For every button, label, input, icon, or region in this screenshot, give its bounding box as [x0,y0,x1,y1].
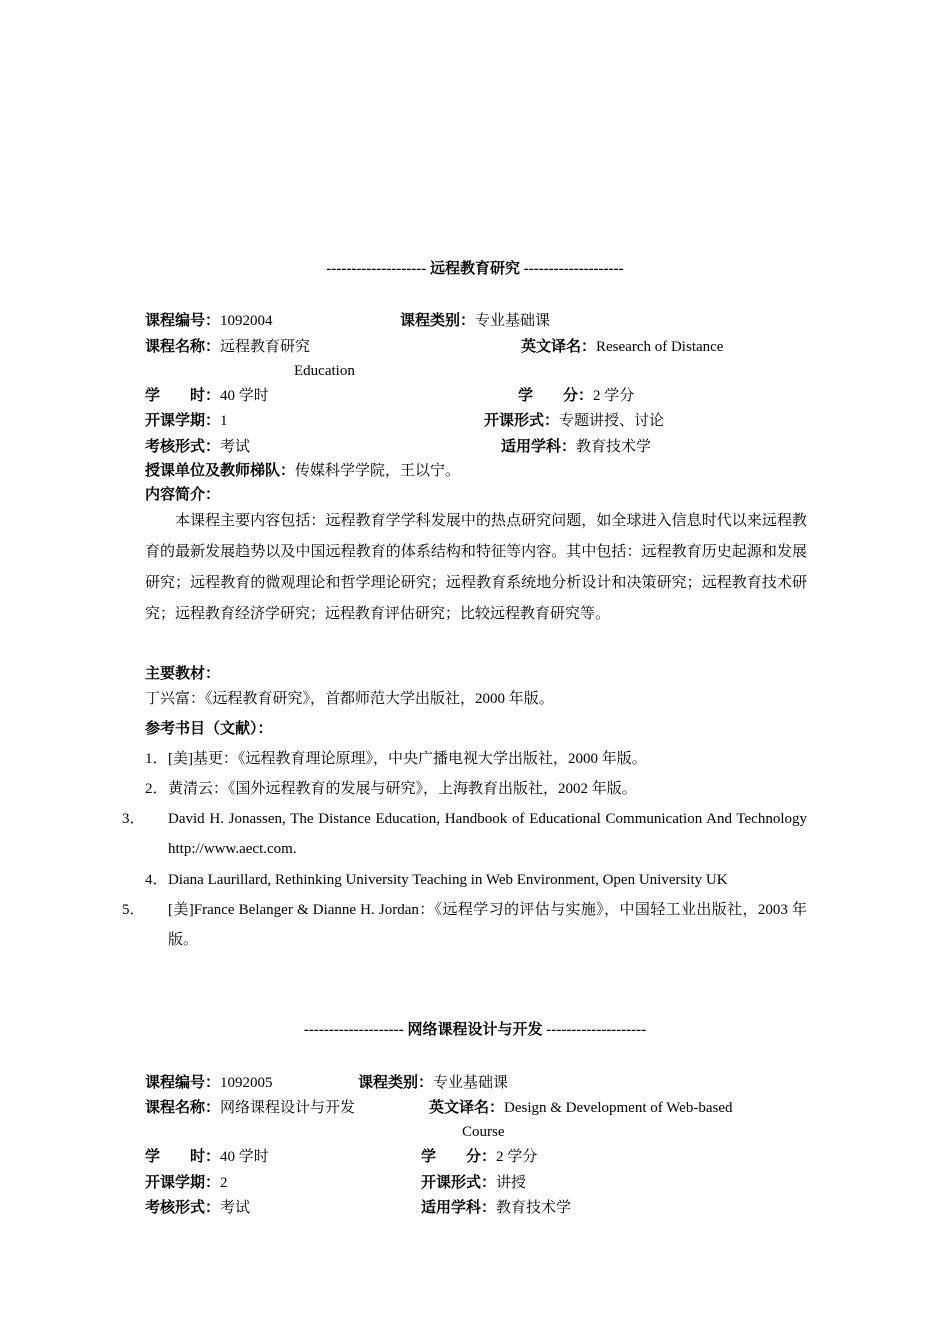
reference-number: 1． [145,751,168,767]
course2-term [145,1173,228,1193]
type-value: 专业基础课 [475,313,551,329]
course1-refs-label: 参考书目（文献）： [145,721,273,737]
reference-text: [美]France Belanger & Dianne H. Jordan：《远程学习的评估与实施》，中国轻工业出版社，2003 年版。 [168,902,807,948]
subject-value: 教育技术学 [576,439,652,455]
reference-item [145,774,807,804]
type-label: 课程类别： [400,313,476,329]
course1-hours [145,386,269,406]
exam-value: 考试 [220,439,251,455]
reference-item [122,895,807,955]
reference-item [145,865,807,895]
course1-textbook-label: 主要教材： [145,666,221,682]
code-value: 1092004 [220,313,273,329]
course1-term [145,411,228,431]
form-value: 讲授 [496,1175,527,1191]
form-label: 开课形式： [484,413,560,429]
form-label: 开课形式： [421,1175,497,1191]
course1-exam [145,437,250,457]
credit-label: 学 分： [518,388,594,404]
course1-name [145,337,310,357]
course1-code [145,311,273,331]
en-label: 英文译名： [429,1100,505,1116]
term-value: 2 [220,1175,228,1191]
course2-subject [421,1198,571,1218]
course1-title: -------------------- 远程教育研究 -------------------- [326,261,624,277]
reference-number: 3． [122,811,145,827]
subject-value: 教育技术学 [496,1200,572,1216]
course2-hours [145,1147,269,1167]
type-value: 专业基础课 [433,1075,509,1091]
unit-label: 授课单位及教师梯队： [145,463,296,479]
reference-text: [美]基更：《远程教育理论原理》，中央广播电视大学出版社，2000 年版。 [168,751,647,767]
code-label: 课程编号： [145,313,221,329]
unit-value: 传媒科学学院，王以宁。 [295,463,461,479]
course2-title: -------------------- 网络课程设计与开发 -------------------- [303,1022,647,1038]
en-value: Research of Distance [596,339,724,355]
subject-label: 适用学科： [421,1200,497,1216]
reference-item [145,744,807,774]
course2-name [145,1098,355,1118]
course1-textbook-value: 丁兴富：《远程教育研究》，首都师范大学出版社，2000 年版。 [145,691,554,707]
name-value: 网络课程设计与开发 [220,1100,356,1116]
term-label: 开课学期： [145,413,221,429]
course1-form [484,411,664,431]
form-value: 专题讲授、讨论 [559,413,665,429]
en-value: Design & Development of Web-based [504,1100,733,1116]
course2-type [358,1073,508,1093]
exam-label: 考核形式： [145,1200,221,1216]
course1-intro-text: 本课程主要内容包括：远程教育学学科发展中的热点研究问题，如全球进入信息时代以来远程教育的最新发展趋势以及中国远程教育的体系结构和特征等内容。其中包括：远程教育历史起源和发展研究；远程教育的微观理论和哲学理论研究；远程教育系统地分析设计和决策研究；远程教育技术研究；远程教育经济学研究；远程教育评估研究；比较远程教育研究等。 [145,513,807,622]
course1-en-cont: Education [294,363,355,379]
course1-credit [518,386,634,406]
hours-value: 40 学时 [220,388,269,404]
en-label: 英文译名： [521,339,597,355]
term-value: 1 [220,413,228,429]
name-value: 远程教育研究 [220,339,311,355]
reference-number: 2． [145,781,168,797]
course2-exam [145,1198,250,1218]
credit-value: 2 学分 [593,388,635,404]
course2-code [145,1073,273,1093]
hours-label: 学 时： [145,388,221,404]
name-label: 课程名称： [145,1100,221,1116]
subject-label: 适用学科： [501,439,577,455]
course2-en [429,1098,732,1118]
reference-text: Diana Laurillard, Rethinking University Teaching in Web Environment, Open University UK [168,872,728,888]
course1-subject [501,437,651,457]
course1-intro-label: 内容简介： [145,487,221,503]
reference-text: David H. Jonassen, The Distance Education, Handbook of Educational Communication And Technology http://www.aect.com. [168,811,807,857]
credit-label: 学 分： [421,1149,497,1165]
type-label: 课程类别： [358,1075,434,1091]
reference-text: 黄清云：《国外远程教育的发展与研究》，上海教育出版社，2002 年版。 [168,781,637,797]
name-label: 课程名称： [145,339,221,355]
reference-item [122,804,807,864]
reference-number: 4． [145,872,168,888]
reference-number: 5． [122,902,145,918]
course2-credit [421,1147,537,1167]
exam-label: 考核形式： [145,439,221,455]
hours-value: 40 学时 [220,1149,269,1165]
course1-en [521,337,723,357]
course2-en-cont: Course [462,1124,505,1140]
course1-type [400,311,550,331]
exam-value: 考试 [220,1200,251,1216]
term-label: 开课学期： [145,1175,221,1191]
hours-label: 学 时： [145,1149,221,1165]
course2-form [421,1173,526,1193]
credit-value: 2 学分 [496,1149,538,1165]
course1-unit [145,461,460,481]
code-value: 1092005 [220,1075,273,1091]
code-label: 课程编号： [145,1075,221,1091]
